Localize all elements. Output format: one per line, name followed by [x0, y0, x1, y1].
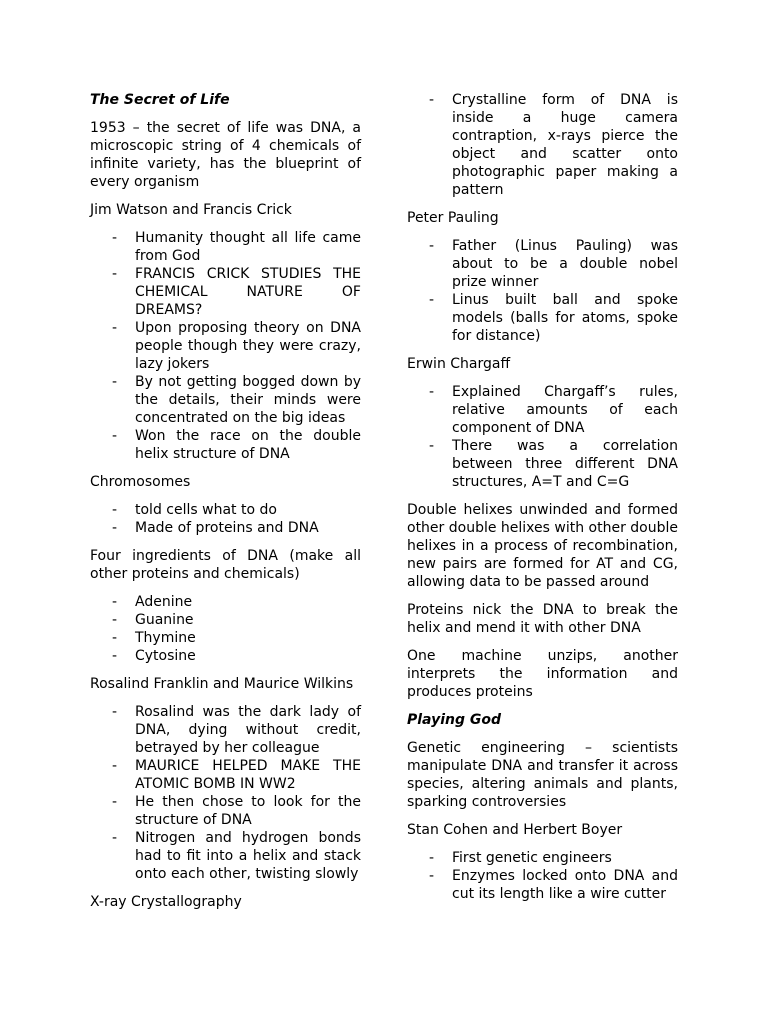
- franklin-wilkins-label: Rosalind Franklin and Maurice Wilkins: [90, 676, 354, 692]
- list-item: - Thymine: [90, 629, 361, 647]
- recombination-paragraph: Double helixes unwinded and formed other double helixes with other double helixes in a process of recombination, new pairs are formed for AT and CG, allowing data to be passed around: [407, 502, 679, 590]
- section-title-secret-of-life: The Secret of Life: [90, 92, 230, 108]
- genetic-engineering-paragraph: Genetic engineering – scientists manipulate DNA and transfer it across species, altering animals and plants, sparking controversies: [407, 740, 678, 810]
- list-item: - Humanity thought all life came from God: [90, 229, 361, 265]
- list-item: - Father (Linus Pauling) was about to be a double nobel prize winner: [407, 237, 678, 291]
- pauling-list: [407, 237, 678, 345]
- watson-crick-list: [90, 229, 361, 463]
- list-item: - Won the race on the double helix structure of DNA: [90, 427, 361, 463]
- list-item: - Enzymes locked onto DNA and cut its length like a wire cutter: [407, 867, 678, 903]
- ingredients-label: Four ingredients of DNA (make all other proteins and chemicals): [90, 548, 361, 582]
- xray-list: [407, 91, 678, 199]
- list-item: - There was a correlation between three different DNA structures, A=T and C=G: [407, 437, 678, 491]
- list-item: - Cytosine: [90, 647, 361, 665]
- right-column: [407, 91, 678, 913]
- list-item: - Made of proteins and DNA: [90, 519, 361, 537]
- list-item: - Explained Chargaff’s rules, relative amounts of each component of DNA: [407, 383, 678, 437]
- ingredients-list: [90, 593, 361, 665]
- list-item: - Crystalline form of DNA is inside a huge camera contraption, x-rays pierce the object and scatter onto photographic paper making a pattern: [407, 91, 678, 199]
- chargaff-label: Erwin Chargaff: [407, 356, 511, 372]
- chromosomes-list: [90, 501, 361, 537]
- chromosomes-label: Chromosomes: [90, 474, 191, 490]
- list-item: - Upon proposing theory on DNA people though they were crazy, lazy jokers: [90, 319, 361, 373]
- watson-crick-label: Jim Watson and Francis Crick: [90, 202, 292, 218]
- list-item: - Nitrogen and hydrogen bonds had to fit into a helix and stack onto each other, twisting slowly: [90, 829, 361, 883]
- franklin-wilkins-list: [90, 703, 361, 883]
- list-item: - MAURICE HELPED MAKE THE ATOMIC BOMB IN WW2: [90, 757, 361, 793]
- list-item: - Rosalind was the dark lady of DNA, dying without credit, betrayed by her colleague: [90, 703, 361, 757]
- machine-paragraph: One machine unzips, another interprets the information and produces proteins: [407, 648, 678, 700]
- list-item: - Linus built ball and spoke models (balls for atoms, spoke for distance): [407, 291, 678, 345]
- list-item: - By not getting bogged down by the details, their minds were concentrated on the big ideas: [90, 373, 361, 427]
- list-item: - Guanine: [90, 611, 361, 629]
- left-column: [90, 91, 361, 921]
- section-title-playing-god: Playing God: [407, 712, 501, 728]
- proteins-nick-paragraph: Proteins nick the DNA to break the helix and mend it with other DNA: [407, 602, 678, 636]
- pauling-label: Peter Pauling: [407, 210, 499, 226]
- cohen-boyer-list: [407, 849, 678, 903]
- chargaff-list: [407, 383, 678, 491]
- list-item: - told cells what to do: [90, 501, 361, 519]
- list-item: - Adenine: [90, 593, 361, 611]
- list-item: - FRANCIS CRICK STUDIES THE CHEMICAL NATURE OF DREAMS?: [90, 265, 361, 319]
- intro-paragraph: 1953 – the secret of life was DNA, a microscopic string of 4 chemicals of infinite variety, has the blueprint of every organism: [90, 120, 361, 190]
- list-item: - First genetic engineers: [407, 849, 678, 867]
- cohen-boyer-label: Stan Cohen and Herbert Boyer: [407, 822, 623, 838]
- list-item: - He then chose to look for the structure of DNA: [90, 793, 361, 829]
- xray-crystallography-label: X-ray Crystallography: [90, 894, 242, 910]
